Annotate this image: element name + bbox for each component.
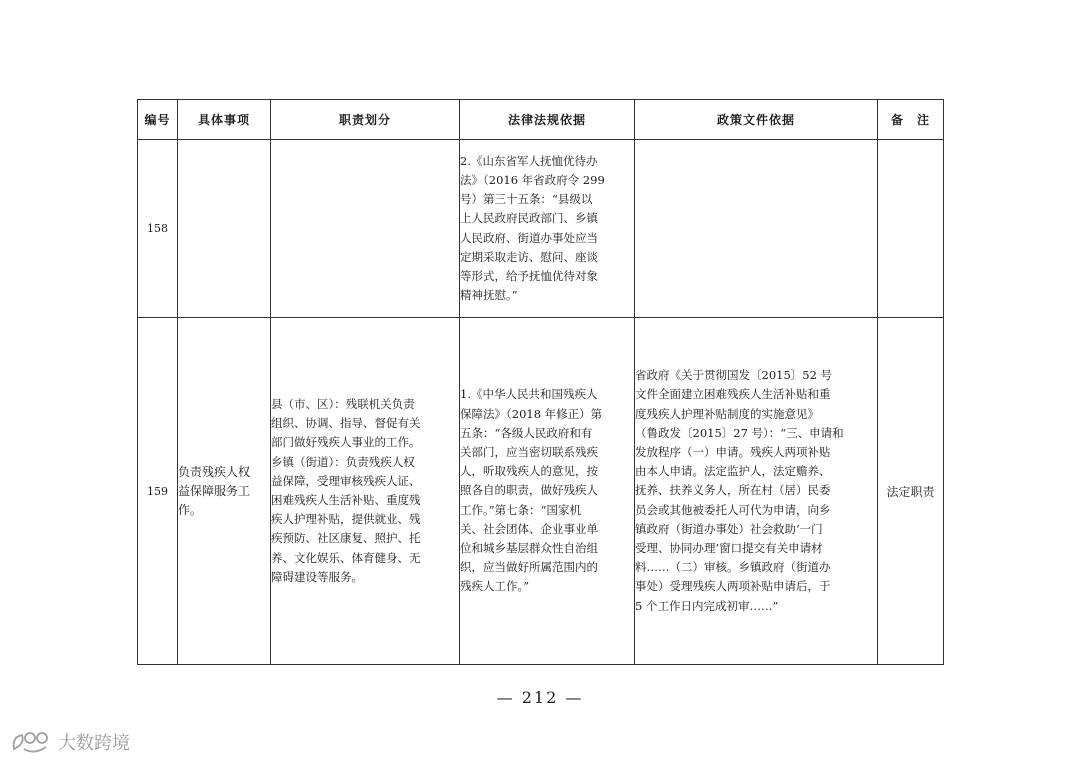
- row-item: 负责残疾人权 益保障服务工 作。: [178, 318, 271, 665]
- header-remark: 备 注: [878, 100, 944, 140]
- watermark-logo-icon: [10, 729, 52, 755]
- row-duty: [271, 140, 460, 318]
- row-policy: 省政府《关于贯彻国发〔2015〕52 号 文件全面建立困难残疾人生活补贴和重 度残疾人护理补贴制度的实施意见》 （鲁政发〔2015〕27 号）：“三、申请和 发放程序（一）申请。残疾人两项补贴 由本人申请。法定监护人，法定赡养、 抚养、扶养义务人，所在村（居）民委 员会或其他被委托人可代为申请，向乡 镇政府（街道办事处）社会救助‘一门 受理、协同办理’窗口提交有关申请材 料……（二）审核。乡镇政府（街道办 事处）受理残疾人两项补贴申请后，于 5 个工作日内完成初审……”: [635, 318, 878, 665]
- table-header-row: [138, 100, 944, 140]
- header-item: 具体事项: [178, 100, 271, 140]
- watermark: [10, 729, 130, 755]
- header-number: 编号: [138, 100, 178, 140]
- page-number: — 212 —: [496, 688, 584, 707]
- header-policy: 政策文件依据: [635, 100, 878, 140]
- header-duty: 职责划分: [271, 100, 460, 140]
- row-item: [178, 140, 271, 318]
- table-row: [138, 318, 944, 665]
- row-number: 158: [138, 140, 178, 318]
- watermark-text: 大数跨境: [58, 733, 130, 754]
- row-remark: [878, 140, 944, 318]
- row-policy: [635, 140, 878, 318]
- duties-table: [137, 99, 944, 665]
- row-law: 2.《山东省军人抚恤优待办 法》（2016 年省政府令 299 号）第三十五条：“县级以 上人民政府民政部门、乡镇 人民政府、街道办事处应当 定期采取走访、慰问、座谈 等形式，给予抚恤优待对象 精神抚慰。”: [460, 140, 635, 318]
- row-duty: 县（市、区）：残联机关负责 组织、协调、指导、督促有关 部门做好残疾人事业的工作。 乡镇（街道）：负责残疾人权 益保障，受理审核残疾人证、 困难残疾人生活补贴、重度残 疾人护理补贴，提供就业、残 疾预防、社区康复、照护、托 养、文化娱乐、体育健身、无 障碍建设等服务。: [271, 318, 460, 665]
- row-remark: 法定职责: [878, 318, 944, 665]
- table-row: [138, 140, 944, 318]
- row-law: 1.《中华人民共和国残疾人 保障法》（2018 年修正）第 五条：“各级人民政府和有 关部门，应当密切联系残疾 人，听取残疾人的意见，按 照各自的职责，做好残疾人 工作。”第七条：“国家机 关、社会团体、企业事业单 位和城乡基层群众性自治组 织，应当做好所属范围内的 残疾人工作。”: [460, 318, 635, 665]
- row-number: 159: [138, 318, 178, 665]
- header-law: 法律法规依据: [460, 100, 635, 140]
